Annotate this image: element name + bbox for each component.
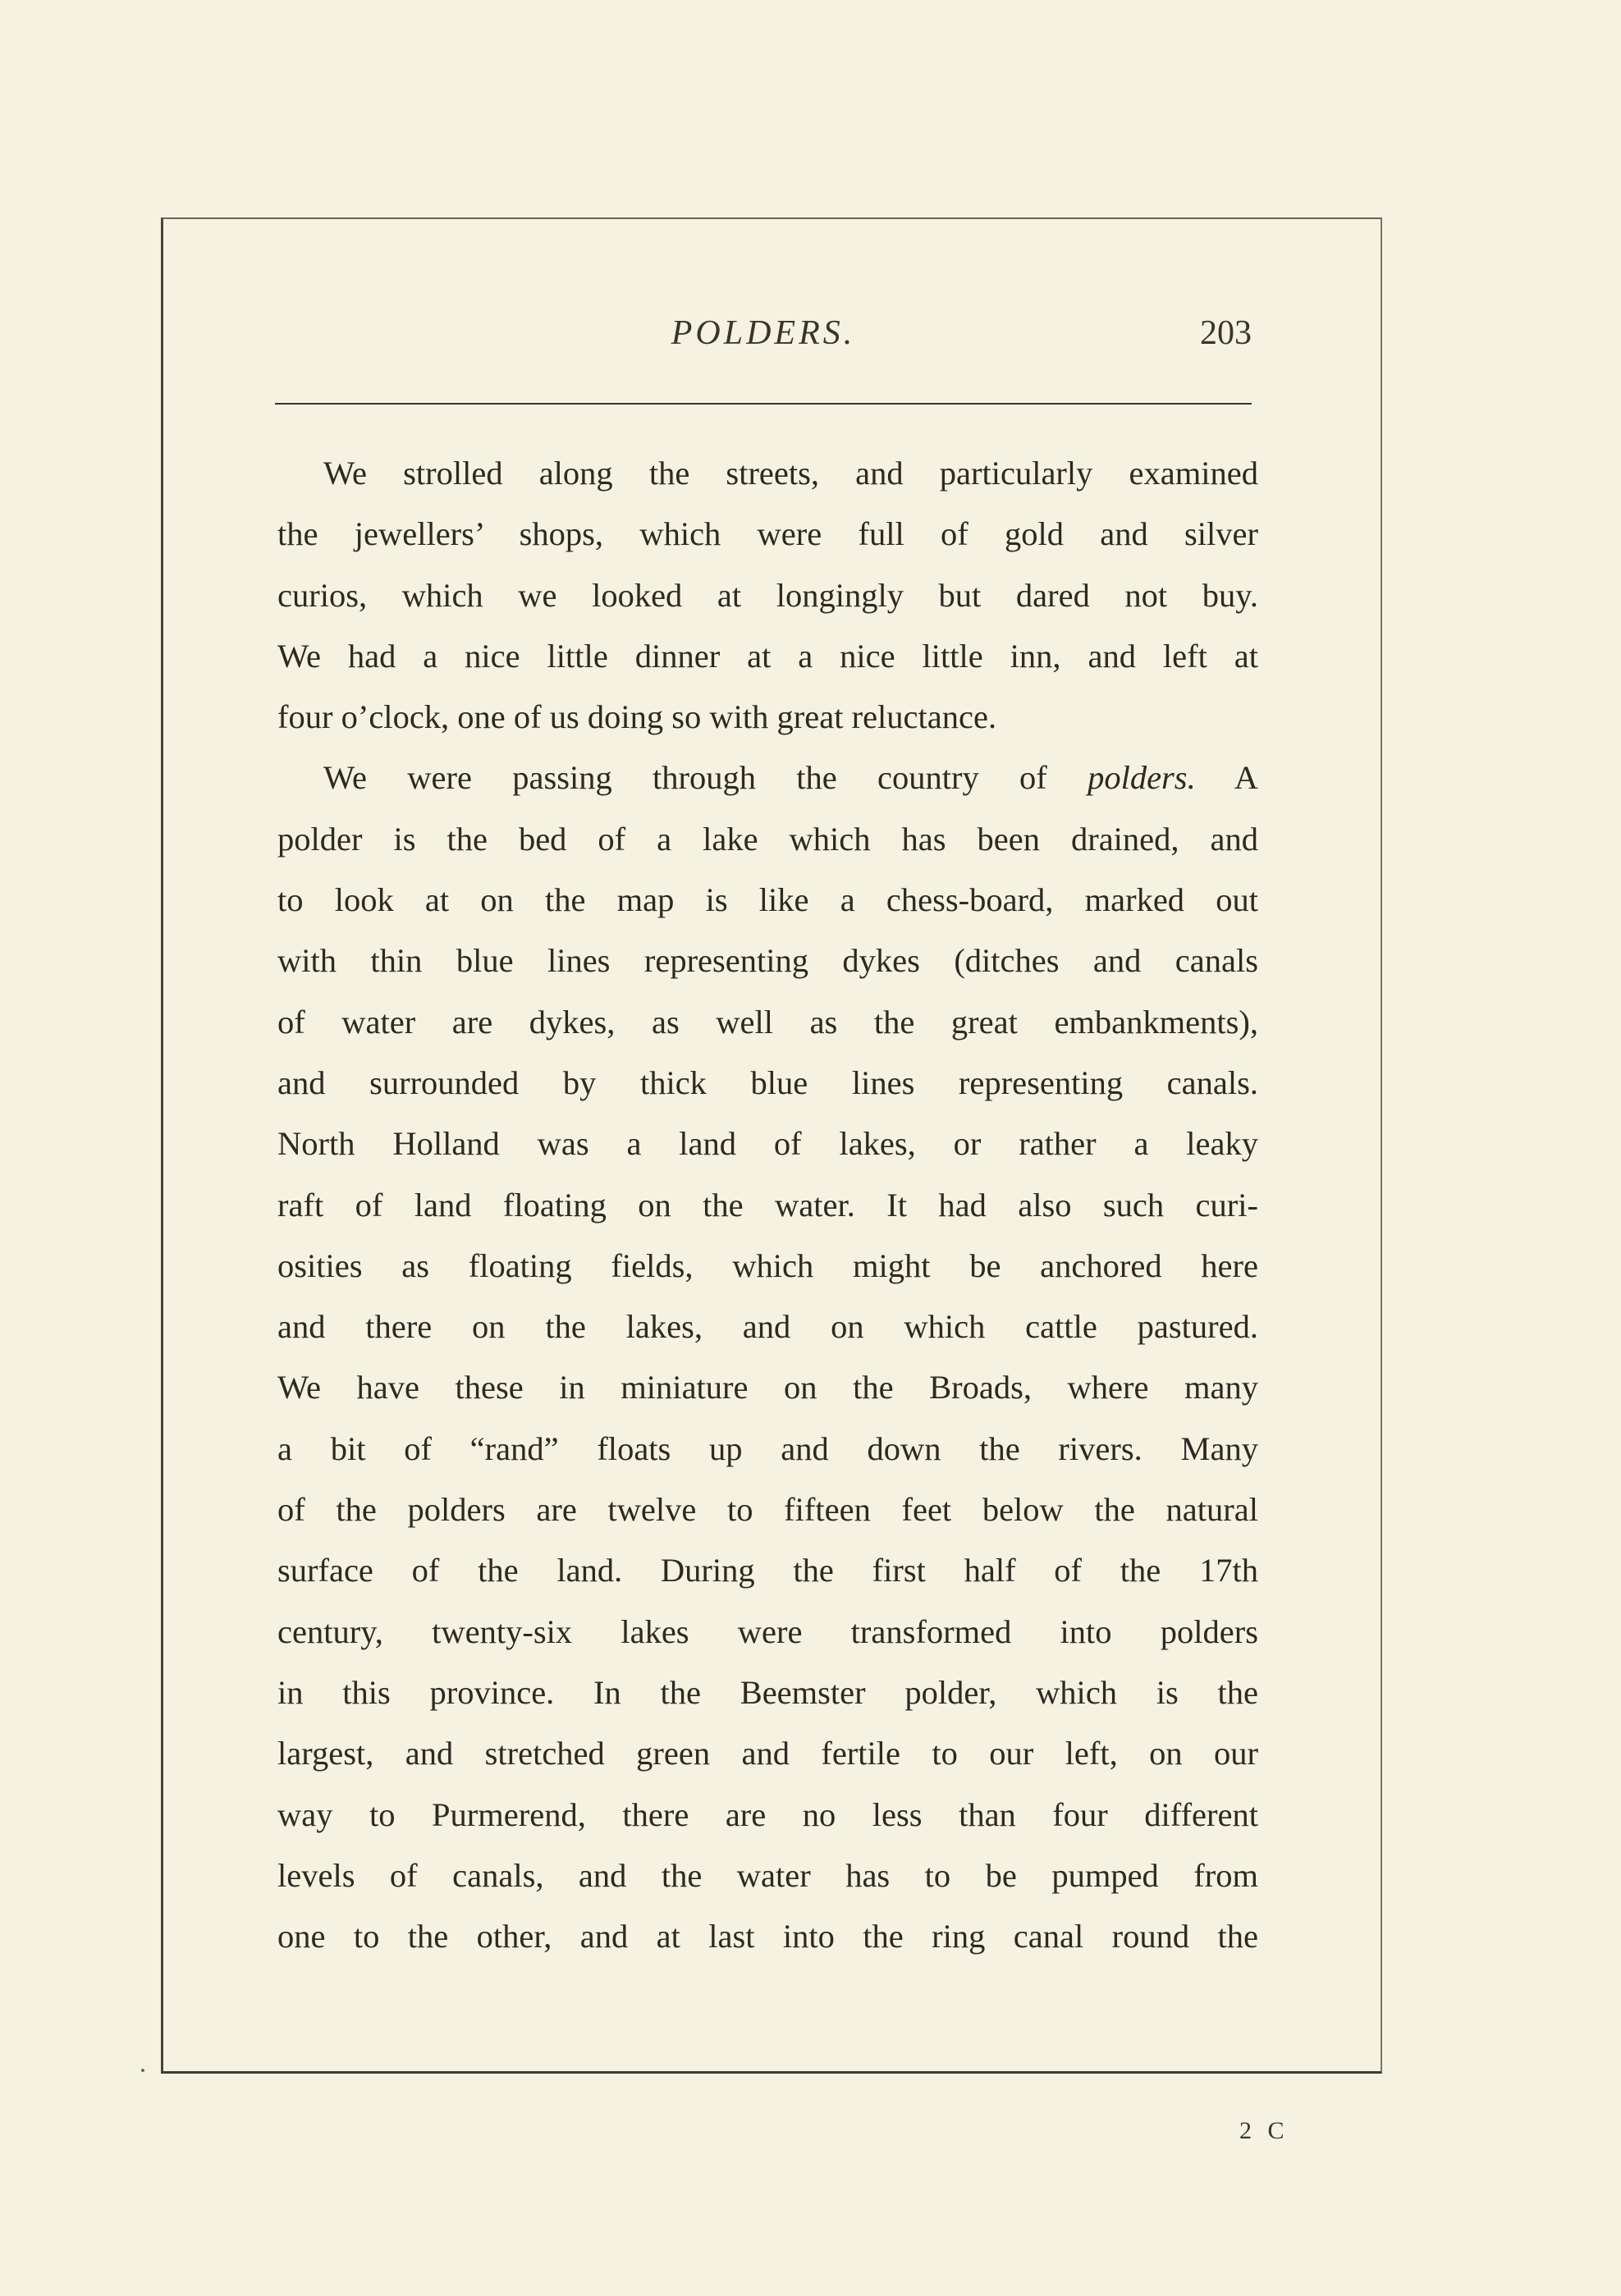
text-line: osities as floating fields, which might be anchored here	[277, 1246, 1258, 1284]
text-line	[277, 748, 1258, 808]
body-text	[277, 443, 1258, 1967]
text-line: in this province. In the Beemster polder, which is the	[277, 1673, 1258, 1711]
text-line: curios, which we looked at longingly but dared not buy.	[277, 576, 1258, 614]
text-line: way to Purmerend, there are no less than four different	[277, 1795, 1258, 1833]
text-line: the jewellers’ shops, which were full of gold and silver	[277, 515, 1258, 553]
signature-mark: 2 C	[1239, 2117, 1289, 2144]
text-line: largest, and stretched green and fertile to our left, on our	[277, 1735, 1258, 1772]
text-line: of the polders are twelve to fifteen feet below the natural	[277, 1491, 1258, 1529]
italic-term: polders.	[1088, 759, 1196, 797]
text-line: We strolled along the streets, and particularly examined	[323, 455, 1258, 492]
text-line: and surrounded by thick blue lines representing canals.	[277, 1063, 1258, 1101]
text-line: and there on the lakes, and on which cattle pastured.	[277, 1308, 1258, 1346]
text-line: four o’clock, one of us doing so with great reluctance.	[277, 698, 997, 736]
text-line: of water are dykes, as well as the great embankments),	[277, 1003, 1258, 1041]
text-line: levels of canals, and the water has to be pumped from	[277, 1856, 1258, 1894]
text-line: We have these in miniature on the Broads, where many	[277, 1369, 1258, 1406]
text-line: a bit of “rand” floats up and down the rivers. Many	[277, 1429, 1258, 1467]
header-rule	[275, 403, 1252, 405]
text-line: raft of land floating on the water. It had also such curi-	[277, 1186, 1258, 1223]
text-segment: We were passing through the country of	[323, 759, 1088, 797]
page-header	[275, 313, 1252, 379]
text-line: to look at on the map is like a chess-board, marked out	[277, 881, 1258, 919]
text-line: polder is the bed of a lake which has been drained, and	[277, 820, 1258, 858]
text-line: century, twenty-six lakes were transformed into polders	[277, 1612, 1258, 1650]
ink-speck	[141, 2069, 144, 2072]
text-line: surface of the land. During the first half of the 17th	[277, 1552, 1258, 1589]
text-line: with thin blue lines representing dykes (ditches and canals	[277, 942, 1258, 980]
page-number: 203	[1200, 314, 1252, 352]
text-line: North Holland was a land of lakes, or rather a leaky	[277, 1125, 1258, 1163]
running-title: POLDERS.	[671, 314, 856, 352]
text-line: one to the other, and at last into the ring canal round the	[277, 1918, 1258, 1955]
text-line: We had a nice little dinner at a nice little inn, and left at	[277, 637, 1258, 675]
text-segment: A	[1195, 759, 1258, 797]
